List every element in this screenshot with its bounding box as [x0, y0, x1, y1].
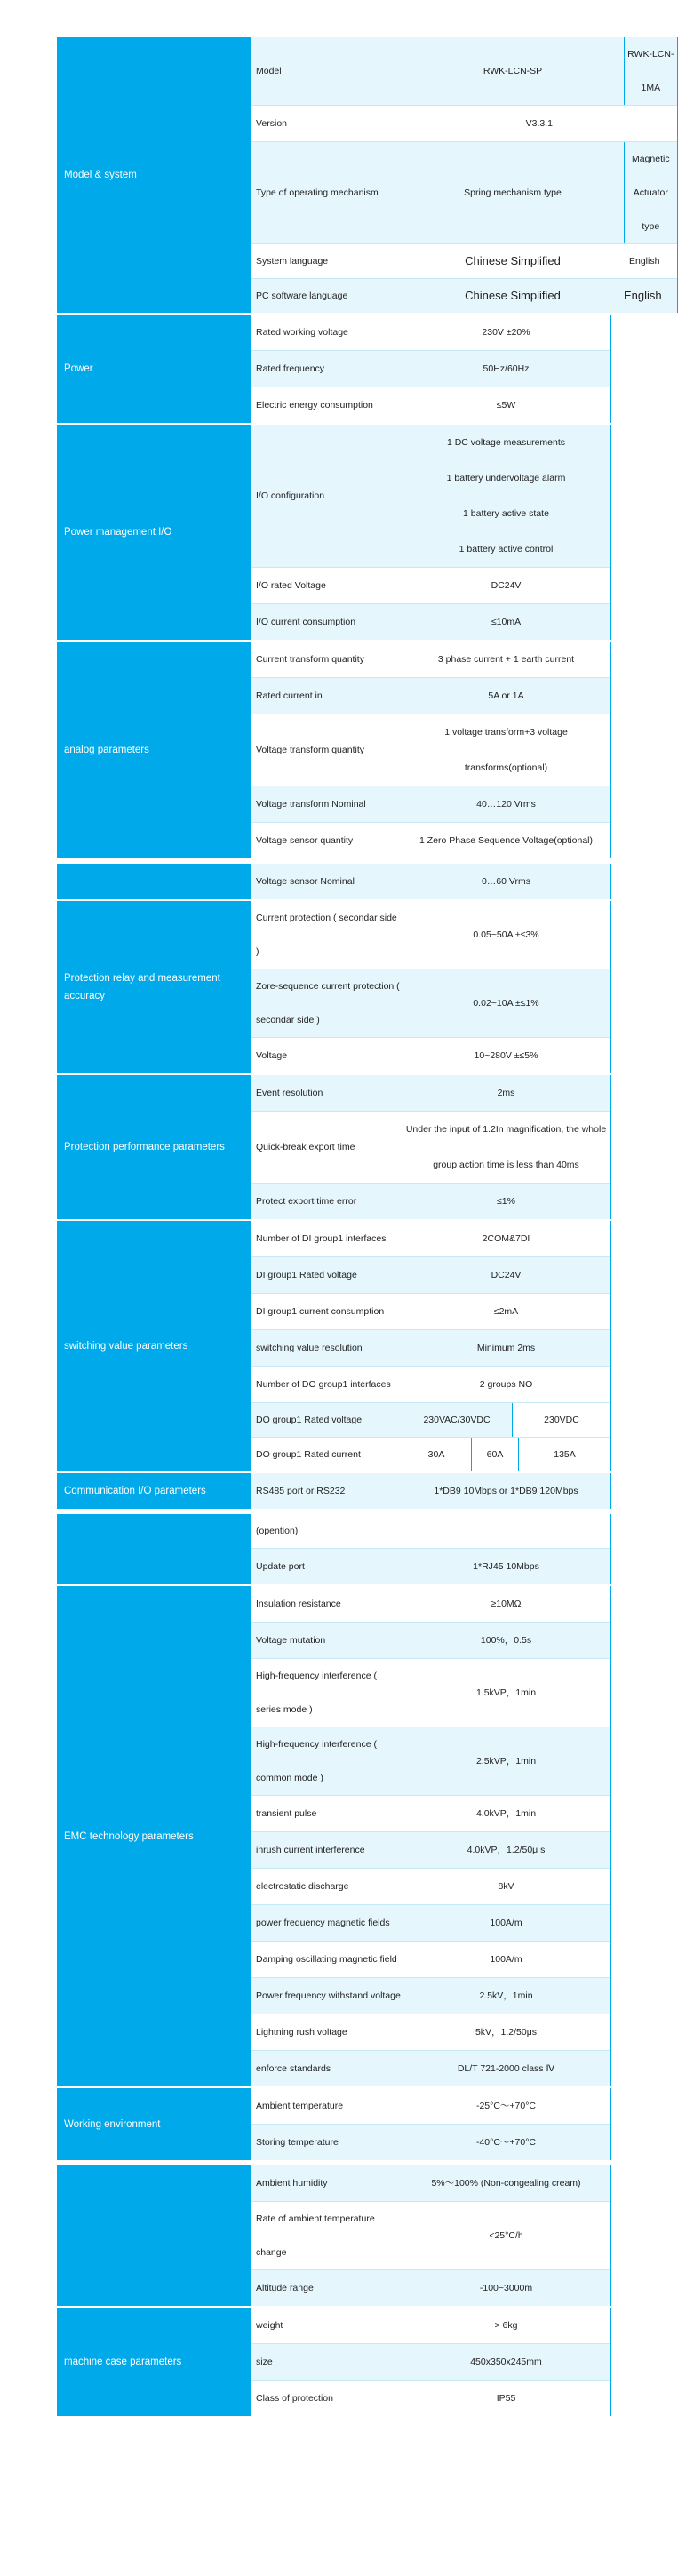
table-row [251, 1869, 610, 1905]
row-key: Current transform quantity [256, 654, 364, 665]
table-row [251, 1367, 610, 1403]
row-value-line: 1 battery active state [463, 508, 549, 519]
table-row [251, 1184, 610, 1219]
row-key: Power frequency withstand voltage [256, 1990, 401, 2001]
row-value-line: 1 battery active control [459, 544, 554, 554]
row-value: -25°C～+70°C [475, 2101, 537, 2111]
row-value: DC24V [491, 1270, 522, 1280]
row-value: > 6kg [494, 2320, 518, 2331]
row-key: electrostatic discharge [256, 1881, 349, 1892]
row-key: High-frequency interference ( common mode ) [256, 1739, 377, 1783]
row-value: 30A [427, 1449, 445, 1460]
row-key: Current protection ( secondar side ) [256, 913, 397, 957]
group-label: machine case parameters [57, 2308, 251, 2416]
row-value: 230V ±20% [482, 327, 530, 338]
row-value: Under the input of 1.2In magnification, the whole group action time is less than 40ms [405, 1124, 607, 1170]
row-key: PC software language [256, 291, 348, 301]
table-row [251, 1659, 610, 1727]
row-key: inrush current interference [256, 1845, 365, 1855]
row-key: Rated working voltage [256, 327, 348, 338]
row-value: 60A [471, 1438, 518, 1471]
table-row [251, 1796, 610, 1832]
row-key: I/O current consumption [256, 617, 356, 627]
row-key: Class of protection [256, 2393, 333, 2404]
table-row [251, 604, 610, 640]
group-protection-performance [57, 1075, 611, 1221]
row-key: Voltage transform Nominal [256, 799, 366, 809]
table-row [251, 1221, 610, 1257]
row-key: Number of DO group1 interfaces [256, 1379, 391, 1390]
row-value: RWK-LCN-SP [483, 66, 543, 76]
row-key: Quick-break export time [256, 1142, 355, 1152]
row-value: 10~280V ±≤5% [474, 1050, 538, 1061]
row-value: 5kV，1.2/50μs [475, 2027, 538, 2038]
row-value: Spring mechanism type [464, 187, 562, 198]
row-value: 50Hz/60Hz [483, 363, 530, 374]
row-value: 2 groups NO [479, 1379, 533, 1390]
table-row [251, 864, 610, 899]
table-row [251, 1438, 610, 1471]
row-key: Voltage sensor Nominal [256, 876, 355, 887]
table-row [251, 2165, 610, 2202]
table-row [251, 1942, 610, 1978]
table-row [251, 2344, 610, 2381]
row-value: DC24V [491, 580, 522, 591]
group-label: Power [57, 315, 251, 423]
table-row [251, 1473, 610, 1509]
row-key: Model [256, 66, 282, 76]
table-row [251, 1330, 610, 1367]
row-value: 0…60 Vrms [481, 876, 531, 887]
row-value: 2ms [497, 1088, 515, 1098]
row-key: Number of DI group1 interfaces [256, 1233, 387, 1244]
row-value: ≥10MΩ [491, 1599, 522, 1609]
table-row [251, 1549, 610, 1584]
group-power [57, 315, 611, 425]
row-value: V3.3.1 [525, 118, 553, 129]
row-key: Altitude range [256, 2283, 314, 2293]
row-key: I/O rated Voltage [256, 580, 326, 591]
table-row [251, 387, 610, 423]
row-value: 0.02~10A ±≤1% [473, 998, 539, 1009]
row-key: switching value resolution [256, 1343, 363, 1353]
group-continuation [57, 2165, 611, 2308]
table-row [251, 1112, 610, 1184]
group-model-system [57, 37, 674, 315]
table-row [251, 2270, 610, 2306]
row-key: Rate of ambient temperature change [256, 2213, 375, 2258]
row-value: 230VAC/30VDC [423, 1415, 491, 1425]
row-key: power frequency magnetic fields [256, 1918, 390, 1928]
row-key: DI group1 current consumption [256, 1306, 385, 1317]
table-row [251, 678, 610, 714]
row-value: 5A or 1A [488, 690, 524, 701]
row-value: 100A/m [490, 1954, 522, 1965]
row-value: Magnetic Actuator type [624, 142, 677, 243]
table-row [251, 714, 610, 786]
table-row [251, 823, 610, 858]
row-key: Voltage [256, 1050, 288, 1061]
row-key: DI group1 Rated voltage [256, 1270, 357, 1280]
row-key: Insulation resistance [256, 1599, 341, 1609]
table-row [251, 142, 677, 244]
row-key: Type of operating mechanism [256, 187, 379, 198]
row-key: Update port [256, 1561, 305, 1572]
row-key: I/O configuration [256, 490, 325, 501]
table-row [251, 279, 677, 313]
row-key: Ambient temperature [256, 2101, 344, 2111]
group-power-management-io [57, 425, 611, 642]
group-communication-io [57, 1473, 611, 1514]
row-key: Storing temperature [256, 2137, 339, 2148]
table-row [251, 568, 610, 604]
table-row [251, 2202, 610, 2270]
group-label: EMC technology parameters [57, 1586, 251, 2086]
row-key: Lightning rush voltage [256, 2027, 347, 2038]
row-value: 2.5kVP，1min [475, 1756, 537, 1767]
row-value: Chinese Simplified [465, 254, 561, 267]
row-key: Version [256, 118, 288, 129]
row-value: 4.0kVP，1min [475, 1808, 537, 1819]
table-row [251, 1294, 610, 1330]
row-value: 5%～100% (Non-congealing cream) [431, 2178, 581, 2189]
group-continuation [57, 1514, 611, 1586]
row-value: ≤2mA [493, 1306, 519, 1317]
group-label: switching value parameters [57, 1221, 251, 1471]
group-label: Model & system [57, 37, 251, 313]
group-label: Working environment [57, 2088, 251, 2160]
row-value: 0.05~50A ±≤3% [473, 929, 539, 940]
row-value-line: 1 battery undervoltage alarm [446, 473, 566, 483]
group-switching-value [57, 1221, 611, 1473]
row-value: ≤5W [496, 400, 516, 411]
row-value: 40…120 Vrms [476, 799, 536, 809]
row-value: Chinese Simplified [465, 289, 561, 302]
row-key: Damping oscillating magnetic field [256, 1954, 397, 1965]
row-key: Voltage mutation [256, 1635, 326, 1646]
row-key: Rated current in [256, 690, 323, 701]
table-row [251, 1038, 610, 1073]
row-key: DO group1 Rated current [256, 1449, 361, 1460]
table-row [251, 1403, 610, 1438]
table-row [251, 642, 610, 678]
row-value: 1 Zero Phase Sequence Voltage(optional) [419, 835, 593, 846]
row-value: DL/T 721-2000 class Ⅳ [457, 2063, 555, 2074]
row-key: weight [256, 2320, 283, 2331]
group-label: Power management I/O [57, 425, 251, 640]
row-value-line: 1 DC voltage measurements [446, 437, 566, 448]
table-row [251, 2088, 610, 2125]
row-value: 1.5kVP，1min [475, 1687, 537, 1698]
table-row [251, 244, 677, 279]
row-key: Voltage sensor quantity [256, 835, 354, 846]
table-row [251, 969, 610, 1038]
row-value: 1*DB9 10Mbps or 1*DB9 120Mbps [434, 1486, 578, 1496]
table-row [251, 1905, 610, 1942]
table-row [251, 1257, 610, 1294]
row-key: enforce standards [256, 2063, 331, 2074]
row-key: transient pulse [256, 1808, 317, 1819]
row-key: Electric energy consumption [256, 400, 373, 411]
group-machine-case [57, 2308, 611, 2418]
row-key: Ambient humidity [256, 2178, 328, 2189]
table-row [251, 2308, 610, 2344]
row-value: English [624, 289, 662, 302]
row-value: 1*RJ45 10Mbps [473, 1561, 539, 1572]
row-key: Rated frequency [256, 363, 325, 374]
row-key: RS485 port or RS232 [256, 1486, 346, 1496]
row-key: Zore-sequence current protection ( secondar side ) [256, 981, 400, 1025]
row-key: High-frequency interference ( series mode ) [256, 1671, 377, 1715]
row-value: 1 voltage transform+3 voltage transforms(optional) [444, 727, 568, 773]
row-value: -100~3000m [479, 2283, 533, 2293]
table-row [251, 786, 610, 823]
group-label: analog parameters [57, 642, 251, 858]
row-key: Protect export time error [256, 1196, 357, 1207]
row-value: ≤10mA [491, 617, 522, 627]
group-label: Protection performance parameters [57, 1075, 251, 1219]
row-key: System language [256, 256, 329, 267]
table-row [251, 2125, 610, 2160]
row-value: -40°C～+70°C [475, 2137, 537, 2148]
row-value: 2COM&7DI [482, 1233, 530, 1244]
table-row [251, 425, 610, 568]
specification-table [57, 37, 674, 2418]
table-row [251, 37, 677, 106]
row-value: <25°C/h [489, 2230, 523, 2241]
group-label: Protection relay and measurement accuracy [57, 901, 251, 1073]
row-value: RWK-LCN-1MA [624, 37, 677, 105]
row-value: ≤1% [497, 1196, 515, 1207]
row-value: 2.5kV，1min [479, 1990, 533, 2001]
table-row [251, 1727, 610, 1796]
table-row [251, 1514, 610, 1549]
table-row [251, 2051, 610, 2086]
row-value: IP55 [496, 2393, 516, 2404]
table-row [251, 901, 610, 969]
row-key: size [256, 2357, 273, 2367]
row-value: 135A [518, 1438, 610, 1471]
row-value: 230VDC [512, 1403, 610, 1437]
row-value: 3 phase current + 1 earth current [437, 654, 575, 665]
row-value: 450x350x245mm [470, 2357, 542, 2367]
table-row [251, 2381, 610, 2416]
row-value: 8kV [498, 1881, 514, 1892]
row-value: 100%，0.5s [480, 1635, 532, 1646]
row-value: 4.0kVP，1.2/50μ s [467, 1845, 546, 1855]
table-row [251, 351, 610, 387]
group-continuation [57, 864, 611, 901]
row-value: English [629, 256, 660, 267]
table-row [251, 315, 610, 351]
table-row [251, 1075, 610, 1112]
row-key: DO group1 Rated voltage [256, 1415, 363, 1425]
group-working-environment [57, 2088, 611, 2165]
row-key: Event resolution [256, 1088, 323, 1098]
row-key: (opention) [256, 1526, 299, 1536]
group-label: Communication I/O parameters [57, 1473, 251, 1509]
group-protection-relay [57, 901, 611, 1075]
table-row [251, 1832, 610, 1869]
row-value: 100A/m [490, 1918, 522, 1928]
row-key: Voltage transform quantity [256, 745, 364, 755]
table-row [251, 1978, 610, 2014]
table-row [251, 106, 677, 142]
group-emc [57, 1586, 611, 2088]
row-value: Minimum 2ms [476, 1343, 536, 1353]
table-row [251, 1586, 610, 1623]
table-row [251, 1623, 610, 1659]
group-analog-parameters [57, 642, 611, 864]
table-row [251, 2014, 610, 2051]
